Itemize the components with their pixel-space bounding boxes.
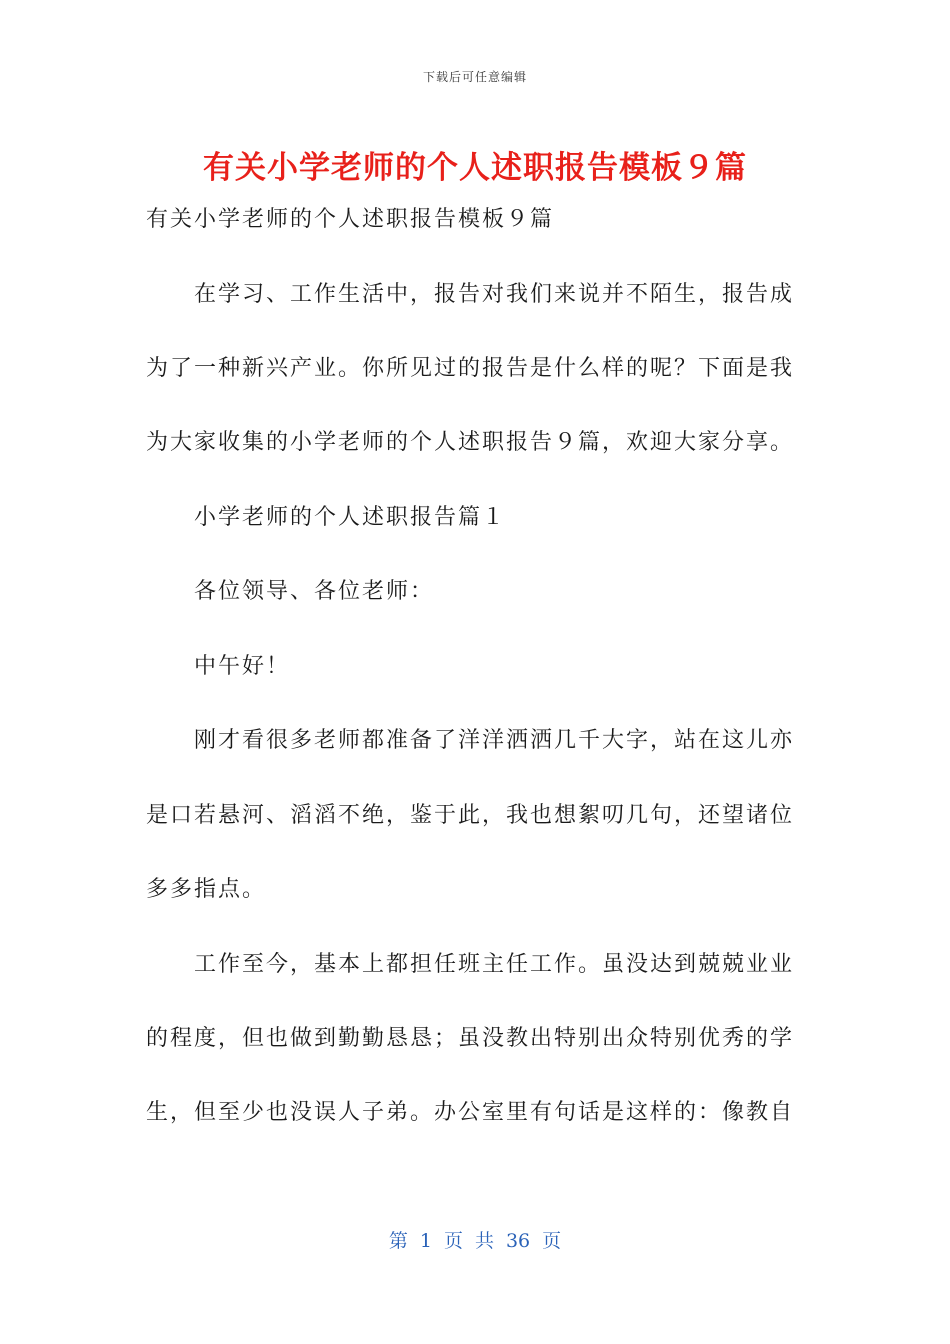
page-footer — [0, 1226, 950, 1253]
document-title: 有关小学老师的个人述职报告模板９篇 — [203, 150, 747, 186]
footer-page-number: 1 — [419, 1230, 432, 1252]
header-note: 下载后可任意编辑 — [422, 70, 527, 84]
paragraph-line: 为大家收集的小学老师的个人述职报告９篇，欢迎大家分享。 — [146, 430, 795, 455]
footer-total-pages: 36 — [505, 1230, 531, 1252]
section-heading: 小学老师的个人述职报告篇１ — [194, 505, 507, 530]
paragraph-line: 为了一种新兴产业。你所见过的报告是什么样的呢？下面是我 — [146, 356, 795, 381]
paragraph-line: 多多指点。 — [146, 877, 267, 902]
footer-suffix: 页 — [542, 1230, 562, 1252]
greeting: 中午好！ — [194, 654, 291, 679]
paragraph-line: 是口若悬河、滔滔不绝，鉴于此，我也想絮叨几句，还望诸位 — [146, 803, 795, 828]
footer-total-label: 共 — [474, 1230, 494, 1252]
subtitle-line: 有关小学老师的个人述职报告模板９篇 — [146, 207, 555, 232]
paragraph-line: 工作至今，基本上都担任班主任工作。虽没达到兢兢业业 — [194, 952, 795, 977]
footer-page-label: 页 — [443, 1230, 463, 1252]
salutation: 各位领导、各位老师： — [194, 579, 435, 604]
paragraph-line: 的程度，但也做到勤勤恳恳；虽没教出特别出众特别优秀的学 — [146, 1026, 795, 1051]
footer-prefix: 第 — [388, 1230, 408, 1252]
paragraph-line: 生，但至少也没误人子弟。办公室里有句话是这样的：像教自 — [146, 1100, 795, 1125]
paragraph-line: 刚才看很多老师都准备了洋洋洒洒几千大字，站在这儿亦 — [194, 728, 795, 753]
paragraph-line: 在学习、工作生活中，报告对我们来说并不陌生，报告成 — [194, 282, 795, 307]
